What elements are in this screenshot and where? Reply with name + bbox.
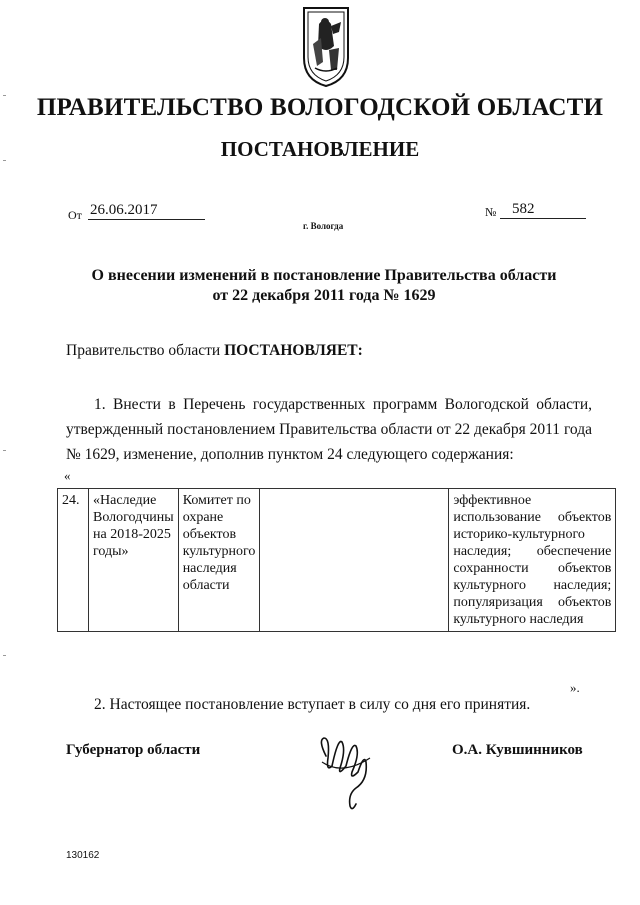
- document-type-title: ПОСТАНОВЛЕНИЕ: [220, 137, 420, 161]
- paragraph-1: 1. Внести в Перечень государственных программ Вологодской области, утвержденный постановлением Правительства области от 22 декабря 2011 года № 1629, изменение, дополнив пунктом 24 следующего содержания:: [66, 396, 592, 463]
- margin-mark: [3, 160, 6, 161]
- document-subject: [60, 266, 588, 306]
- date-label: От: [68, 208, 82, 222]
- table-row: [58, 489, 616, 632]
- government-title: ПРАВИТЕЛЬСТВО ВОЛОГОДСКОЙ ОБЛАСТИ: [36, 94, 604, 121]
- subject-line-2: от 22 декабря 2011 года № 1629: [212, 287, 436, 304]
- city-label: г. Вологда: [303, 221, 344, 231]
- preamble-keyword: ПОСТАНОВЛЯЕТ:: [224, 342, 363, 359]
- cell-program-name: «Наследие Вологодчины на 2018-2025 годы»: [89, 489, 179, 632]
- preamble-text: Правительство области: [66, 342, 225, 359]
- margin-mark: [3, 655, 6, 656]
- cell-executor: Комитет по охране объектов культурного наследия области: [178, 489, 260, 632]
- signatory-position: Губернатор области: [66, 742, 201, 758]
- handwritten-signature: [316, 732, 374, 814]
- number-label: №: [485, 205, 497, 219]
- paragraph-2: 2. Настоящее постановление вступает в силу со дня его принятия.: [94, 696, 531, 713]
- cell-goals: эффективное использование объектов историко-культурного наследия; обеспечение сохранности объектов культурного наследия; популяризация объектов культурного наследия: [449, 489, 616, 632]
- document-date: 26.06.2017: [88, 202, 205, 220]
- margin-mark: [3, 450, 6, 451]
- footer-code: 130162: [66, 850, 100, 861]
- preamble: [66, 338, 363, 363]
- open-quote: «: [64, 468, 71, 483]
- cell-number: 24.: [58, 489, 89, 632]
- document-number: 582: [500, 201, 586, 219]
- coat-of-arms-emblem: [301, 4, 351, 88]
- signatory-name: О.А. Кувшинников: [452, 742, 583, 758]
- margin-mark: [3, 95, 6, 96]
- subject-line-1: О внесении изменений в постановление Правительства области: [91, 267, 557, 284]
- cell-empty: [260, 489, 449, 632]
- program-table: [57, 488, 616, 632]
- close-quote: ».: [570, 680, 580, 695]
